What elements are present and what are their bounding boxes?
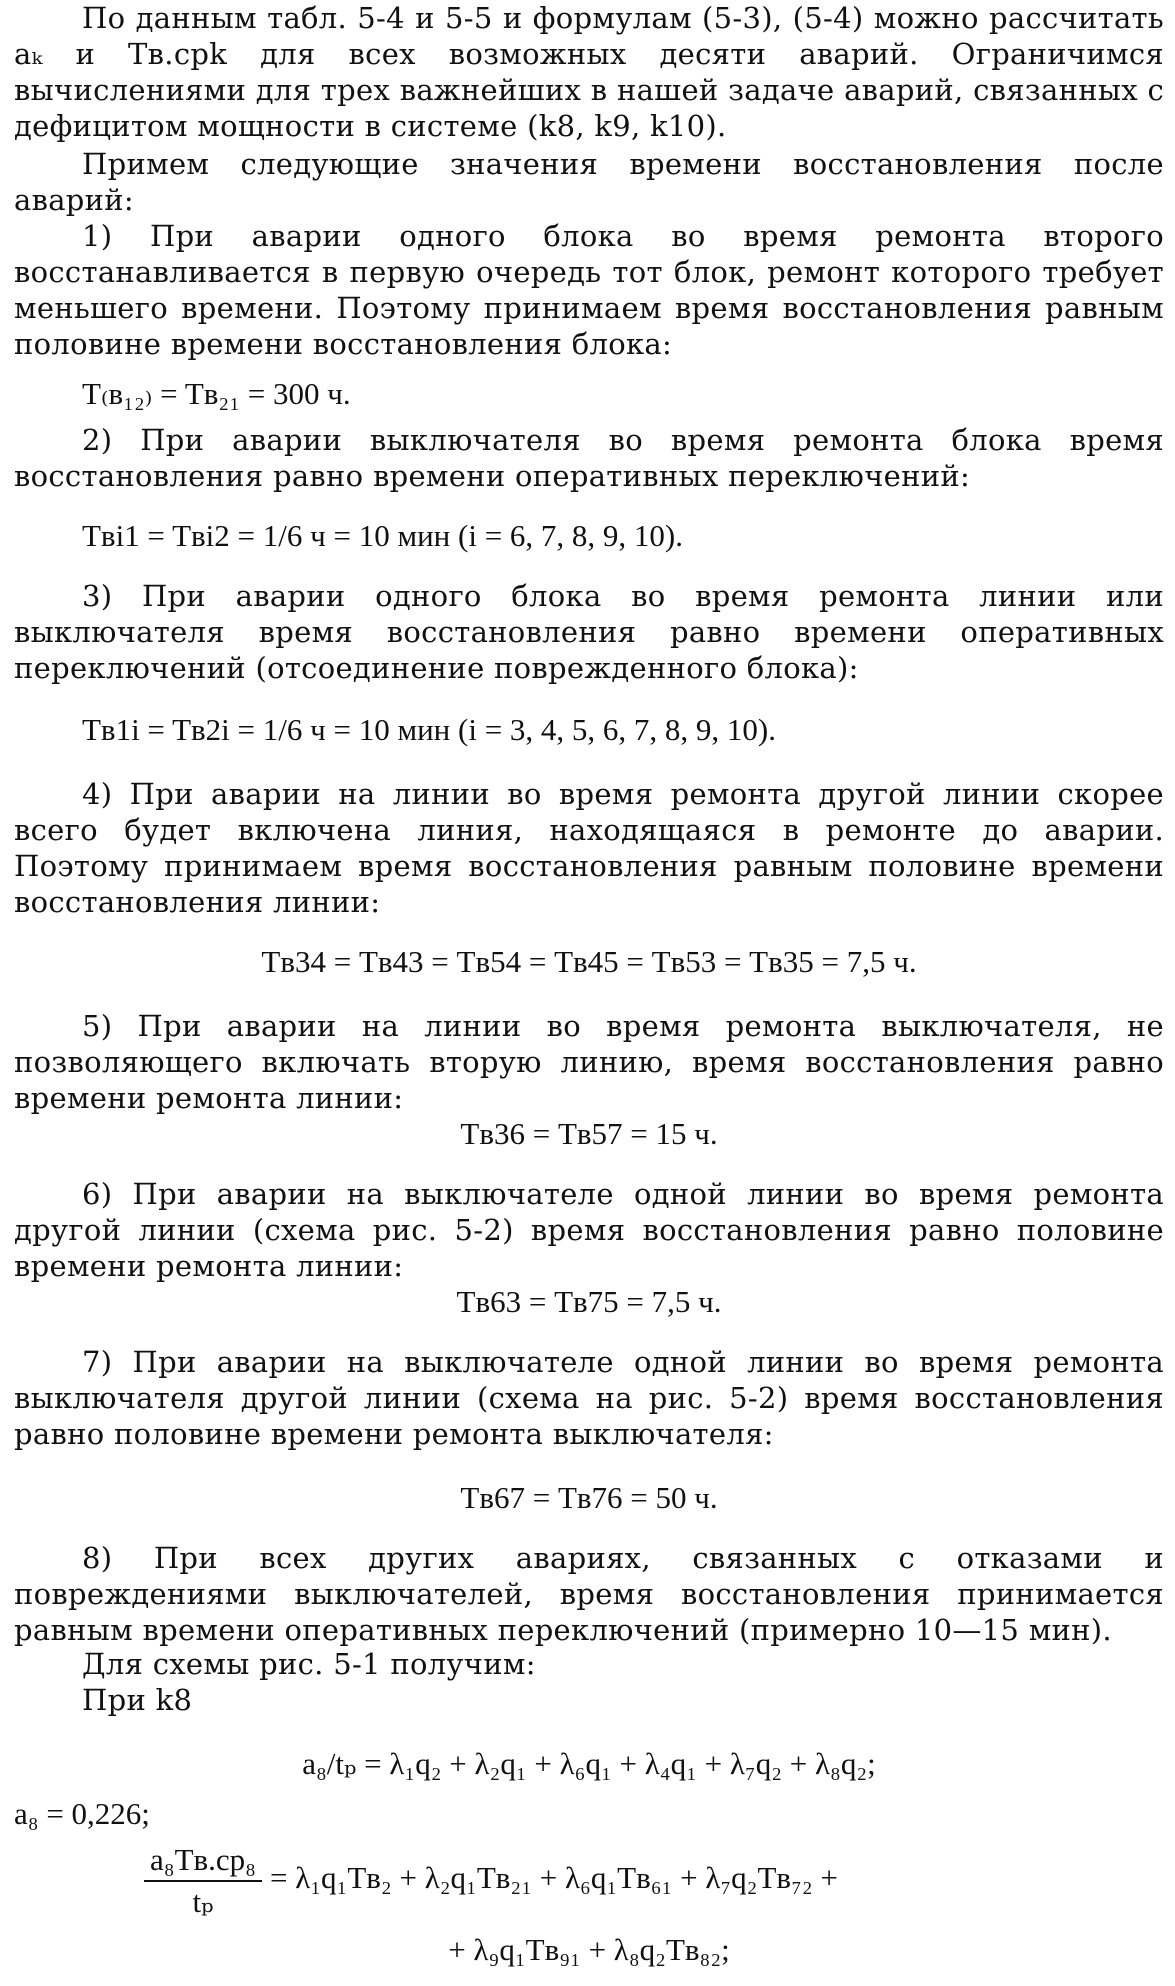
formula: Tв34 = Tв43 = Tв54 = Tв45 = Tв53 = Tв35 = 7,5 ч. — [261, 944, 917, 979]
paragraph: Для схемы рис. 5-1 получим: — [82, 1647, 536, 1681]
formula: Tв67 = Tв76 = 50 ч. — [460, 1480, 718, 1515]
formula: Tв63 = Tв75 = 7,5 ч. — [456, 1284, 722, 1319]
formula-rest: = λ₁q₁Tв₂ + λ₂q₁Tв₂₁ + λ₆q₁Tв₆₁ + λ₇q₂Tв₇₂ + — [269, 1860, 838, 1896]
paragraph: 1) При аварии одного блока во время ремонта второго восстанавливается в первую очередь тот блок, ремонт которого требует меньшего времени. Поэтому принимаем время восстановления равным половине времени восстановления блока: — [14, 219, 1164, 361]
paragraph: 4) При аварии на линии во время ремонта другой линии скорее всего будет включена линия, находящаяся в ремонте до аварии. Поэтому принимаем время восстановления равным половине времени восстановления линии: — [14, 777, 1164, 919]
paragraph: Примем следующие значения времени восстановления после аварий: — [14, 147, 1164, 217]
paragraph: 8) При всех других авариях, связанных с отказами и повреждениями выключателей, время восстановления принимается равным времени оперативных переключений (примерно 10—15 мин). — [14, 1541, 1164, 1647]
formula: Tв1i = Tв2i = 1/6 ч = 10 мин (i = 3, 4, 5, 6, 7, 8, 9, 10). — [82, 712, 777, 747]
paragraph: При k8 — [82, 1683, 193, 1717]
paragraph: 3) При аварии одного блока во время ремонта линии или выключателя время восстановления равно времени оперативных переключений (отсоединение поврежденного блока): — [14, 579, 1164, 685]
paragraph: 5) При аварии на линии во время ремонта выключателя, не позволяющего включать вторую линию, время восстановления равно времени ремонта линии: — [14, 1009, 1164, 1115]
fraction-denominator: tₚ — [192, 1884, 214, 1919]
fraction-numerator: a₈Tв.ср₈ — [144, 1840, 262, 1882]
paragraph: 7) При аварии на выключателе одной линии во время ремонта выключателя другой линии (схема на рис. 5-2) время восстановления равно половине времени ремонта выключателя: — [14, 1345, 1164, 1451]
paragraph: 2) При аварии выключателя во время ремонта блока время восстановления равно времени оперативных переключений: — [14, 423, 1164, 493]
fraction — [144, 1840, 262, 1922]
formula: + λ₉q₁Tв₉₁ + λ₈q₂Tв₈₂; — [448, 1932, 730, 1967]
formula-fraction — [14, 1840, 1175, 1922]
formula: a₈/tₚ = λ₁q₂ + λ₂q₁ + λ₆q₁ + λ₄q₁ + λ₇q₂ + λ₈q₂; — [302, 1746, 876, 1781]
paragraph: По данным табл. 5-4 и 5-5 и формулам (5-3), (5-4) можно рассчитать aₖ и Tв.срk для всех возможных десяти аварий. Ограничимся вычислениями для трех важнейших в нашей задаче аварий, связанных с дефицитом мощности в системе (k8, k9, k10). — [14, 1, 1164, 143]
formula: T₍в₁₂₎ = Tв₂₁ = 300 ч. — [82, 376, 351, 411]
formula: Tвi1 = Tвi2 = 1/6 ч = 10 мин (i = 6, 7, 8, 9, 10). — [82, 518, 684, 553]
paragraph: 6) При аварии на выключателе одной линии во время ремонта другой линии (схема рис. 5-2) время восстановления равно половине времени ремонта линии: — [14, 1177, 1164, 1283]
formula: a₈ = 0,226; — [14, 1796, 150, 1831]
formula: Tв36 = Tв57 = 15 ч. — [460, 1116, 718, 1151]
